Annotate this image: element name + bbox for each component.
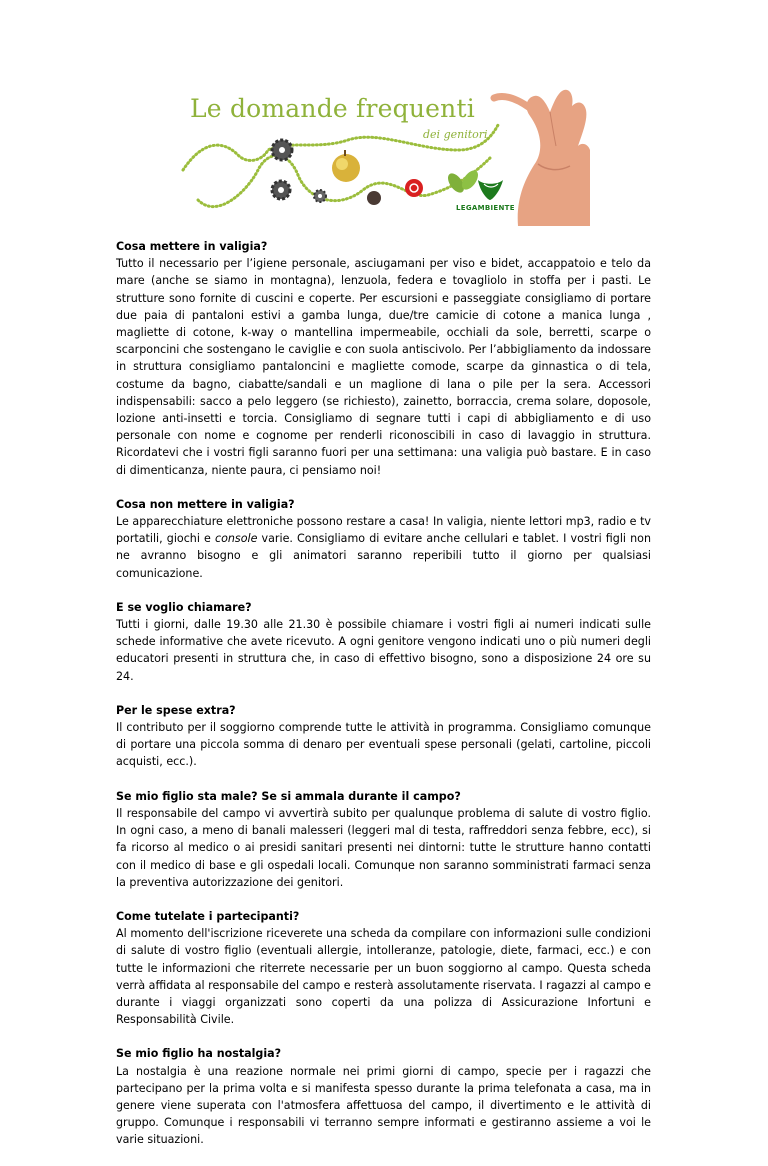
header-banner — [178, 80, 590, 226]
seed-icon — [367, 191, 381, 205]
legambiente-logo — [478, 180, 503, 200]
faq-answer-part: varie. Consigliamo di evitare anche cellulari e tablet. I vostri figli non ne avranno bisogno e gli animatori saranno reperibili tutto il giorno per qualsiasi comunicazione. — [116, 532, 651, 580]
faq-item — [116, 908, 651, 1028]
banner-title: Le domande frequenti — [190, 94, 475, 123]
faq-answer: Il contributo per il soggiorno comprende tutte le attività in programma. Consigliamo comunque di portare una piccola somma di denaro per eventuali spese personali (gelati, cartoline, piccoli acquisti, ecc.). — [116, 721, 651, 769]
faq-item — [116, 788, 651, 891]
gear-icon — [272, 140, 292, 160]
faq-question: Se mio figlio sta male? Se si ammala durante il campo? — [116, 789, 461, 803]
legambiente-logo-text: LEGAMBIENTE — [456, 204, 515, 212]
faq-item — [116, 496, 651, 582]
faq-item — [116, 702, 651, 771]
gear-icon — [272, 181, 290, 199]
faq-answer: Al momento dell'iscrizione riceverete una scheda da compilare con informazioni sulle condizioni di salute di vostro figlio (eventuali allergie, intolleranze, patologie, diete, farmaci, ecc.) e con tutte le informazioni che riterrete necessarie per un buon soggiorno al campo. Questa scheda verrà affidata al responsabile del campo e resterà assolutamente riservata. I ragazzi al campo e durante i viaggi organizzati sono coperti da una polizza di Assicurazione Infortuni e Responsabilità Civile. — [116, 927, 651, 1027]
snail-icon — [405, 179, 423, 197]
faq-answer: Il responsabile del campo vi avvertirà subito per qualunque problema di salute di vostro figlio. In ogni caso, a meno di banali malesseri (leggeri mal di testa, raffreddori senza febbre, ecc), si fa ricorso al medico o ai presidi sanitari presenti nei dintorni: tutte le strutture hanno contatti con il medico di base e gli ospedali locali. Comunque non saranno somministrati farmaci senza la preventiva autorizzazione dei genitori. — [116, 806, 651, 889]
banner-subtitle: dei genitori — [423, 128, 488, 141]
faq-question: Per le spese extra? — [116, 703, 236, 717]
apple-icon — [332, 150, 360, 182]
faq-question: Come tutelate i partecipanti? — [116, 909, 300, 923]
faq-item — [116, 238, 651, 479]
faq-question: Cosa mettere in valigia? — [116, 240, 268, 253]
faq-item — [116, 599, 651, 685]
faq-answer-emphasis: console — [215, 532, 258, 546]
faq-list — [116, 238, 651, 1166]
faq-answer — [116, 513, 651, 582]
faq-question: E se voglio chiamare? — [116, 600, 252, 614]
faq-question: Se mio figlio ha nostalgia? — [116, 1047, 282, 1061]
gear-icon — [314, 190, 326, 202]
faq-answer-part: Le apparecchiature elettroniche possono restare a casa! In valigia, niente lettori mp3, radio e tv portatili, giochi e — [116, 515, 651, 546]
leaf-icon — [445, 168, 481, 196]
faq-answer: Tutti i giorni, dalle 19.30 alle 21.30 è possibile chiamare i vostri figli ai numeri indicati sulle schede informative che avete ricevuto. A ogni genitore vengono indicati uno o più numeri degli educatori presenti in struttura che, in caso di effettivo bisogno, sono a disposizione 24 ore su 24. — [116, 618, 651, 683]
faq-question: Cosa non mettere in valigia? — [116, 497, 295, 511]
faq-answer: La nostalgia è una reazione normale nei primi giorni di campo, specie per i ragazzi che partecipano per la prima volta e si manifesta spesso durante la prima telefonata a casa, ma in genere viene superata con l'atmosfera affettuosa del campo, il divertimento e le attività di gruppo. Comunque i responsabili vi terranno sempre informati e gestiranno assieme a voi le varie situazioni. — [116, 1064, 651, 1147]
faq-item — [116, 1045, 651, 1148]
faq-answer: Tutto il necessario per l’igiene personale, asciugamani per viso e bidet, accappatoio e telo da mare (anche se siamo in montagna), lenzuola, federa e tovagliolo in stoffa per i pasti. Le strutture sono fornite di cuscini e coperte. Per escursioni e passeggiate consigliamo di portare due paia di pantaloni estivi a gamba lunga, due/tre camicie di cotone a manica lunga , magliette di cotone, k-way o mantellina impermeabile, occhiali da sole, berretti, scarpe o scarponcini che sostengano le caviglie e con suola antiscivolo. Per l’abbigliamento da indossare in struttura consigliamo pantaloncini e magliette comode, scarpe da ginnastica o di tela, costume da bagno, ciabatte/sandali e un maglione di lana o pile per la sera. Accessori indispensabili: sacco a pelo leggero (se richiesto), zainetto, borraccia, crema solare, doposole, lozione anti-insetti e torcia. Consigliamo di segnare tutti i capi di abbigliamento e di uso personale con nome e cognome per renderli riconoscibili in caso di lavaggio in struttura. Ricordatevi che i vostri figli saranno fuori per una settimana: una valigia può bastare. E in caso di dimenticanza, niente paura, ci pensiamo noi! — [116, 257, 651, 477]
